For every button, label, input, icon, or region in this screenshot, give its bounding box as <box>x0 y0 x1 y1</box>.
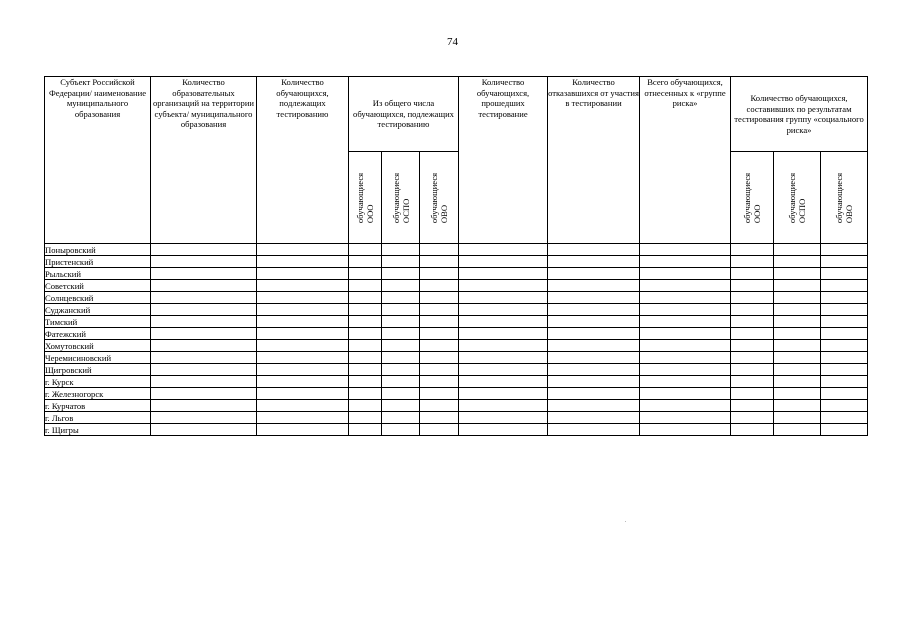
table-cell <box>349 280 382 292</box>
table-cell <box>548 400 640 412</box>
row-municipality-name: Советский <box>45 280 151 292</box>
table-row <box>45 388 868 400</box>
table-cell <box>821 400 868 412</box>
table-cell <box>548 256 640 268</box>
table-row <box>45 328 868 340</box>
table-cell <box>257 364 349 376</box>
table-cell <box>382 328 420 340</box>
table-cell <box>420 328 459 340</box>
table-cell <box>420 268 459 280</box>
table-cell <box>821 412 868 424</box>
table-cell <box>257 304 349 316</box>
table-cell <box>349 376 382 388</box>
table-cell <box>420 364 459 376</box>
header-risk-group: Всего обучающихся, отнесенных к «группе риска» <box>640 77 731 244</box>
table-cell <box>349 412 382 424</box>
subheader-ospo-1: обучающиеся ОСПО <box>382 152 420 244</box>
report-table <box>44 76 868 436</box>
table-row <box>45 376 868 388</box>
table-cell <box>420 256 459 268</box>
table-cell <box>349 424 382 436</box>
header-passed: Количество обучающихся, прошедших тестирование <box>459 77 548 244</box>
table-cell <box>640 268 731 280</box>
table-cell <box>151 316 257 328</box>
table-cell <box>257 244 349 256</box>
table-cell <box>821 292 868 304</box>
table-cell <box>731 412 774 424</box>
table-cell <box>731 328 774 340</box>
table-cell <box>151 340 257 352</box>
table-cell <box>774 268 821 280</box>
subheader-ooo-1: обучающиеся ООО <box>349 152 382 244</box>
table-cell <box>382 340 420 352</box>
table-cell <box>420 352 459 364</box>
table-cell <box>257 388 349 400</box>
table-cell <box>731 400 774 412</box>
table-row <box>45 256 868 268</box>
table-cell <box>548 376 640 388</box>
table-cell <box>459 268 548 280</box>
table-cell <box>731 376 774 388</box>
table-cell <box>774 280 821 292</box>
table-cell <box>382 280 420 292</box>
table-cell <box>731 364 774 376</box>
table-cell <box>640 412 731 424</box>
table-cell <box>731 280 774 292</box>
table-cell <box>459 412 548 424</box>
table-row <box>45 412 868 424</box>
table-cell <box>821 352 868 364</box>
header-of-total-group: Из общего числа обучающихся, подлежащих тестированию <box>349 77 459 152</box>
table-cell <box>349 304 382 316</box>
table-cell <box>151 244 257 256</box>
table-cell <box>151 352 257 364</box>
header-row <box>45 77 868 152</box>
table-cell <box>151 388 257 400</box>
table-cell <box>420 316 459 328</box>
table-cell <box>257 412 349 424</box>
table-cell <box>151 256 257 268</box>
table-cell <box>774 364 821 376</box>
table-cell <box>382 268 420 280</box>
table-cell <box>821 244 868 256</box>
table-cell <box>349 316 382 328</box>
table-cell <box>459 376 548 388</box>
table-cell <box>382 244 420 256</box>
table-cell <box>151 400 257 412</box>
table-cell <box>257 280 349 292</box>
table-cell <box>821 316 868 328</box>
row-municipality-name: г. Курск <box>45 376 151 388</box>
table-cell <box>151 268 257 280</box>
table-cell <box>774 424 821 436</box>
table-cell <box>257 400 349 412</box>
table-cell <box>640 316 731 328</box>
table-cell <box>731 244 774 256</box>
table-cell <box>548 412 640 424</box>
table-row <box>45 424 868 436</box>
table-cell <box>731 424 774 436</box>
table-cell <box>382 292 420 304</box>
table-cell <box>821 376 868 388</box>
table-cell <box>257 328 349 340</box>
table-cell <box>257 316 349 328</box>
table-cell <box>459 388 548 400</box>
table-cell <box>349 364 382 376</box>
table-cell <box>420 280 459 292</box>
table-cell <box>640 352 731 364</box>
table-cell <box>548 280 640 292</box>
table-cell <box>420 400 459 412</box>
table-cell <box>731 352 774 364</box>
table-cell <box>548 268 640 280</box>
table-cell <box>731 388 774 400</box>
table-cell <box>257 424 349 436</box>
table-cell <box>821 328 868 340</box>
table-cell <box>640 280 731 292</box>
table-cell <box>548 364 640 376</box>
table-cell <box>640 244 731 256</box>
table-cell <box>349 244 382 256</box>
table-cell <box>420 304 459 316</box>
table-cell <box>349 328 382 340</box>
table-cell <box>382 352 420 364</box>
table-cell <box>731 268 774 280</box>
table-cell <box>640 400 731 412</box>
table-cell <box>459 280 548 292</box>
table-cell <box>640 340 731 352</box>
table-cell <box>257 340 349 352</box>
table-cell <box>821 268 868 280</box>
table-cell <box>548 328 640 340</box>
table-cell <box>151 328 257 340</box>
table-cell <box>548 340 640 352</box>
table-cell <box>640 376 731 388</box>
row-municipality-name: Пристенский <box>45 256 151 268</box>
header-subject: Субъект Российской Федерации/ наименование муниципального образования <box>45 77 151 244</box>
table-cell <box>459 352 548 364</box>
subheader-ovo-2: обучающиеся ОВО <box>821 152 868 244</box>
table-cell <box>774 400 821 412</box>
table-cell <box>349 292 382 304</box>
table-cell <box>151 376 257 388</box>
table-cell <box>459 400 548 412</box>
row-municipality-name: Черемисиновский <box>45 352 151 364</box>
row-municipality-name: Хомутовский <box>45 340 151 352</box>
header-social-risk-group: Количество обучающихся, составивших по результатам тестирования группу «социального риска» <box>731 77 868 152</box>
table-cell <box>821 340 868 352</box>
table-cell <box>382 364 420 376</box>
header-org-count: Количество образовательных организаций на территории субъекта/ муниципального образования <box>151 77 257 244</box>
row-municipality-name: Тимский <box>45 316 151 328</box>
row-municipality-name: г. Щигры <box>45 424 151 436</box>
row-municipality-name: Поныровский <box>45 244 151 256</box>
table-cell <box>459 424 548 436</box>
table-cell <box>420 376 459 388</box>
table-cell <box>459 256 548 268</box>
table-cell <box>459 316 548 328</box>
table-cell <box>349 256 382 268</box>
table-cell <box>821 256 868 268</box>
row-municipality-name: Фатежский <box>45 328 151 340</box>
table-cell <box>821 388 868 400</box>
table-cell <box>640 328 731 340</box>
table-cell <box>382 376 420 388</box>
table-cell <box>257 268 349 280</box>
table-cell <box>774 412 821 424</box>
table-row <box>45 364 868 376</box>
table-cell <box>548 316 640 328</box>
table-cell <box>151 364 257 376</box>
table-cell <box>459 304 548 316</box>
scan-speck <box>625 521 626 522</box>
table-cell <box>548 352 640 364</box>
table-cell <box>821 424 868 436</box>
table-cell <box>382 424 420 436</box>
table-cell <box>774 376 821 388</box>
table-cell <box>257 256 349 268</box>
table-cell <box>420 244 459 256</box>
table-cell <box>382 316 420 328</box>
table-row <box>45 292 868 304</box>
header-refused: Количество отказавшихся от участия в тестировании <box>548 77 640 244</box>
table-cell <box>382 256 420 268</box>
table-cell <box>548 388 640 400</box>
table-row <box>45 400 868 412</box>
table-cell <box>640 364 731 376</box>
table-cell <box>774 328 821 340</box>
table-cell <box>349 400 382 412</box>
table-row <box>45 280 868 292</box>
table-row <box>45 352 868 364</box>
table-cell <box>548 424 640 436</box>
table-cell <box>640 424 731 436</box>
table-cell <box>382 304 420 316</box>
table-cell <box>821 304 868 316</box>
table-cell <box>382 388 420 400</box>
table-cell <box>459 292 548 304</box>
table-cell <box>731 340 774 352</box>
table-cell <box>382 400 420 412</box>
table-row <box>45 244 868 256</box>
table-cell <box>257 352 349 364</box>
table-cell <box>640 388 731 400</box>
table-cell <box>349 388 382 400</box>
table-cell <box>640 292 731 304</box>
table-cell <box>459 340 548 352</box>
table-cell <box>382 412 420 424</box>
table-cell <box>548 244 640 256</box>
table-cell <box>774 304 821 316</box>
table-cell <box>821 280 868 292</box>
table-row <box>45 340 868 352</box>
subheader-ospo-2: обучающиеся ОСПО <box>774 152 821 244</box>
table-cell <box>420 412 459 424</box>
table-cell <box>420 292 459 304</box>
table-cell <box>731 316 774 328</box>
table-cell <box>731 304 774 316</box>
table-row <box>45 304 868 316</box>
row-municipality-name: Щигровский <box>45 364 151 376</box>
table-cell <box>151 292 257 304</box>
table-cell <box>774 352 821 364</box>
row-municipality-name: г. Курчатов <box>45 400 151 412</box>
table-cell <box>774 244 821 256</box>
table-cell <box>459 328 548 340</box>
table-cell <box>420 424 459 436</box>
table-row <box>45 268 868 280</box>
table-cell <box>459 364 548 376</box>
table-cell <box>349 340 382 352</box>
table-cell <box>731 256 774 268</box>
table-cell <box>640 304 731 316</box>
table-cell <box>459 244 548 256</box>
table-cell <box>151 412 257 424</box>
table-cell <box>548 292 640 304</box>
table-cell <box>151 424 257 436</box>
table-cell <box>420 340 459 352</box>
header-students-to-test: Количество обучающихся, подлежащих тестированию <box>257 77 349 244</box>
row-municipality-name: Суджанский <box>45 304 151 316</box>
table-cell <box>257 376 349 388</box>
subheader-ooo-2: обучающиеся ООО <box>731 152 774 244</box>
table-row <box>45 316 868 328</box>
table-cell <box>151 280 257 292</box>
subheader-ovo-1: обучающиеся ОВО <box>420 152 459 244</box>
table-cell <box>151 304 257 316</box>
table-cell <box>774 256 821 268</box>
table-cell <box>774 316 821 328</box>
table-cell <box>774 340 821 352</box>
table-cell <box>731 292 774 304</box>
table-cell <box>774 292 821 304</box>
row-municipality-name: г. Железногорск <box>45 388 151 400</box>
table-cell <box>257 292 349 304</box>
table-cell <box>349 352 382 364</box>
table-cell <box>420 388 459 400</box>
row-municipality-name: Рыльский <box>45 268 151 280</box>
table-cell <box>821 364 868 376</box>
table-cell <box>640 256 731 268</box>
row-municipality-name: Солнцевский <box>45 292 151 304</box>
table-cell <box>548 304 640 316</box>
table-cell <box>349 268 382 280</box>
row-municipality-name: г. Льгов <box>45 412 151 424</box>
table-cell <box>774 388 821 400</box>
page-number: 74 <box>447 36 458 48</box>
